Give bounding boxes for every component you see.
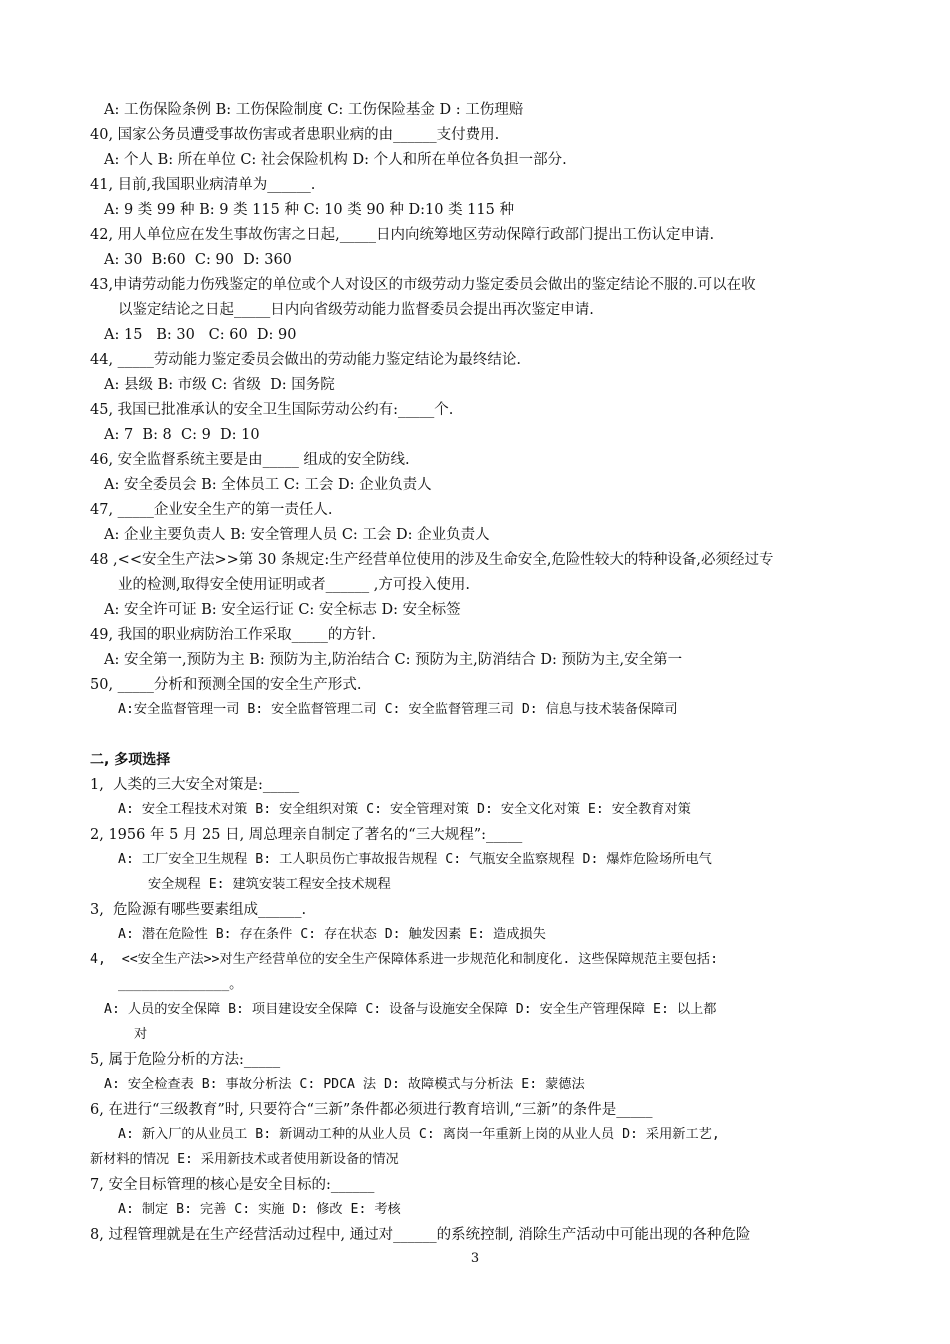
q47-options: A: 企业主要负责人 B: 安全管理人员 C: 工会 D: 企业负责人 [104,527,490,543]
q45-question: 45, 我国已批准承认的安全卫生国际劳动公约有:_____个. [90,402,454,418]
q46-question: 46, 安全监督系统主要是由_____ 组成的安全防线. [90,452,410,468]
q47-question: 47, _____企业安全生产的第一责任人. [90,502,333,518]
q43-question: 43,申请劳动能力伤残鉴定的单位或个人对设区的市级劳动力鉴定委员会做出的鉴定结论不服的.可以在收 [90,277,756,293]
q48-question: 48 ,<<安全生产法>>第 30 条规定:生产经营单位使用的涉及生命安全,危险性较大的特种设备,必须经过专 [90,552,774,568]
section-heading-multiple-choice: 二, 多项选择 [90,752,171,768]
m8-question: 8, 过程管理就是在生产经营活动过程中, 通过对______的系统控制, 消除生产活动中可能出现的各种危险 [90,1227,751,1243]
q39-options: A: 工伤保险条例 B: 工伤保险制度 C: 工伤保险基金 D : 工伤理赔 [104,102,524,118]
m2-options-cont: 安全规程 E: 建筑安装工程安全技术规程 [148,877,391,892]
m3-question: 3, 危险源有哪些要素组成______. [90,902,307,918]
q50-question: 50, _____分析和预测全国的安全生产形式. [90,677,362,693]
m6-question: 6, 在进行“三级教育”时, 只要符合“三新”条件都必须进行教育培训,“三新”的条件是_____ [90,1102,653,1118]
m5-options: A: 安全检查表 B: 事故分析法 C: PDCA 法 D: 故障模式与分析法 E: 蒙德法 [104,1077,585,1092]
m4-options: A: 人员的安全保障 B: 项目建设安全保障 C: 设备与设施安全保障 D: 安全生产管理保障 E: 以上都 [104,1002,717,1017]
m7-question: 7, 安全目标管理的核心是安全目标的:______ [90,1177,375,1193]
q41-question: 41, 目前,我国职业病清单为______. [90,177,316,193]
m7-options: A: 制定 B: 完善 C: 实施 D: 修改 E: 考核 [118,1202,401,1217]
q42-options: A: 30 B:60 C: 90 D: 360 [104,252,292,268]
q40-question: 40, 国家公务员遭受事故伤害或者患职业病的由______支付费用. [90,127,500,143]
m4-options-cont: 对 [134,1027,148,1042]
m6-options-cont: 新材料的情况 E: 采用新技术或者使用新设备的情况 [90,1152,399,1167]
m5-question: 5, 属于危险分析的方法:_____ [90,1052,281,1068]
q48-question-cont: 业的检测,取得安全使用证明或者______ ,方可投入使用. [118,577,470,593]
q42-question: 42, 用人单位应在发生事故伤害之日起,_____日内向统筹地区劳动保障行政部门提出工伤认定申请. [90,227,715,243]
m2-question: 2, 1956 年 5 月 25 日, 周总理亲自制定了著名的“三大规程”:_____ [90,827,523,843]
m1-question: 1, 人类的三大安全对策是:_____ [90,777,300,793]
m3-options: A: 潜在危险性 B: 存在条件 C: 存在状态 D: 触发因素 E: 造成损失 [118,927,546,942]
q46-options: A: 安全委员会 B: 全体员工 C: 工会 D: 企业负责人 [104,477,432,493]
q44-options: A: 县级 B: 市级 C: 省级 D: 国务院 [104,377,335,393]
page-number: 3 [470,1251,480,1266]
m4-question: 4, <<安全生产法>>对生产经营单位的安全生产保障体系进一步规范化和制度化. 这些保障规范主要包括: [90,952,719,967]
m4-question-cont: ______________。 [118,977,243,992]
m1-options: A: 安全工程技术对策 B: 安全组织对策 C: 安全管理对策 D: 安全文化对策 E: 安全教育对策 [118,802,691,817]
q48-options: A: 安全许可证 B: 安全运行证 C: 安全标志 D: 安全标签 [104,602,461,618]
q43-options: A: 15 B: 30 C: 60 D: 90 [104,327,297,343]
q45-options: A: 7 B: 8 C: 9 D: 10 [104,427,260,443]
q49-question: 49, 我国的职业病防治工作采取_____的方针. [90,627,377,643]
q40-options: A: 个人 B: 所在单位 C: 社会保险机构 D: 个人和所在单位各负担一部分. [104,152,567,168]
q49-options: A: 安全第一,预防为主 B: 预防为主,防治结合 C: 预防为主,防消结合 D: 预防为主,安全第一 [104,652,683,668]
q43-question-cont: 以鉴定结论之日起_____日内向省级劳动能力监督委员会提出再次鉴定申请. [118,302,594,318]
q44-question: 44, _____劳动能力鉴定委员会做出的劳动能力鉴定结论为最终结论. [90,352,522,368]
m2-options: A: 工厂安全卫生规程 B: 工人职员伤亡事故报告规程 C: 气瓶安全监察规程 D: 爆炸危险场所电气 [118,852,712,867]
q41-options: A: 9 类 99 种 B: 9 类 115 种 C: 10 类 90 种 D:10 类 115 种 [104,202,514,218]
m6-options: A: 新入厂的从业员工 B: 新调动工种的从业人员 C: 离岗一年重新上岗的从业人员 D: 采用新工艺, [118,1127,720,1142]
q50-options: A:安全监督管理一司 B: 安全监督管理二司 C: 安全监督管理三司 D: 信息与技术装备保障司 [118,702,678,717]
